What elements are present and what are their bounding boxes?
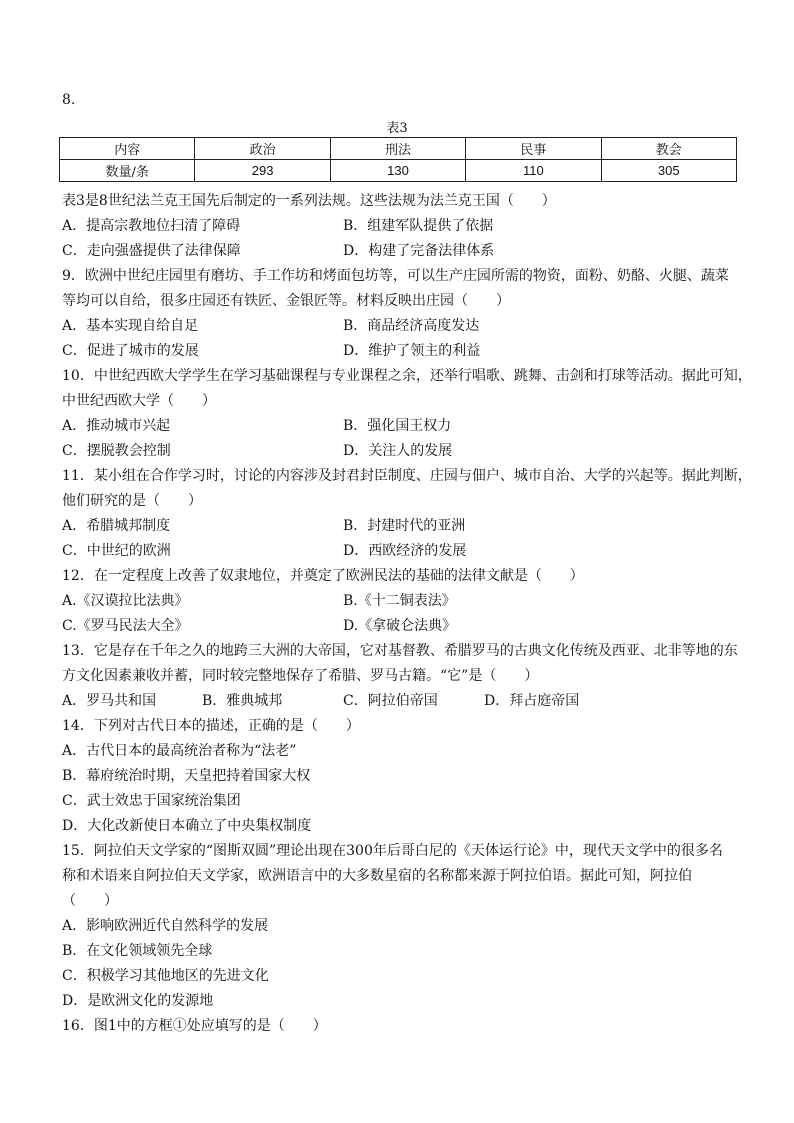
question-15-option-d: D．是欧洲文化的发源地 xyxy=(62,993,214,1009)
question-9-stem-line: 9．欧洲中世纪庄园里有磨坊、手工作坊和烤面包坊等，可以生产庄园所需的物资，面粉、奶酪、火腿、蔬菜 xyxy=(62,268,729,284)
question-16-stem-line: 16．图1中的方框①处应填写的是（ ） xyxy=(62,1018,327,1034)
question-14-stem-line: 14．下列对古代日本的描述，正确的是（ ） xyxy=(62,718,360,734)
table-cell: 130 xyxy=(330,160,465,182)
question-13-option-a: A．罗马共和国 xyxy=(62,693,157,709)
table-cell: 110 xyxy=(466,160,601,182)
question-11-option-a: A．希腊城邦制度 xyxy=(62,518,171,534)
table-row xyxy=(60,160,737,182)
question-10-option-d: D．关注人的发展 xyxy=(343,443,453,459)
question-9-option-b: B．商品经济高度发达 xyxy=(343,318,480,334)
question-15-option-b: B．在文化领域领先全球 xyxy=(62,943,213,959)
question-14-option-a: A．古代日本的最高统治者称为“法老” xyxy=(62,743,297,759)
table-cell: 教会 xyxy=(601,138,736,160)
question-14-option-b: B．幕府统治时期，天皇把持着国家大权 xyxy=(62,768,311,784)
question-13-option-d: D．拜占庭帝国 xyxy=(484,693,580,709)
question-9-option-d: D．维护了领主的利益 xyxy=(343,343,481,359)
statute-table xyxy=(59,137,737,182)
question-13-stem-line: 方文化因素兼收并蓄，同时较完整地保存了希腊、罗马古籍。“它”是（ ） xyxy=(62,668,539,684)
table-cell: 内容 xyxy=(60,138,195,160)
question-12-option-d: D.《拿破仑法典》 xyxy=(343,618,457,634)
table-cell: 305 xyxy=(601,160,736,182)
question-8-option-a: A．提高宗教地位扫清了障碍 xyxy=(62,218,241,234)
table-header-row xyxy=(60,138,737,160)
question-10-option-c: C．摆脱教会控制 xyxy=(62,443,171,459)
question-10-option-a: A．推动城市兴起 xyxy=(62,418,171,434)
table-cell: 民事 xyxy=(466,138,601,160)
question-13-option-b: B．雅典城邦 xyxy=(202,693,283,709)
question-15-stem-line: （ ） xyxy=(62,893,118,909)
question-11-option-d: D．西欧经济的发展 xyxy=(343,543,467,559)
question-15-stem-line: 15．阿拉伯天文学家的“图斯双圆”理论出现在300年后哥白尼的《天体运行论》中，现代天文学中的很多名 xyxy=(62,843,723,859)
table-cell: 政治 xyxy=(195,138,330,160)
question-9-option-c: C．促进了城市的发展 xyxy=(62,343,199,359)
question-15-stem-line: 称和术语来自阿拉伯天文学家，欧洲语言中的大多数星宿的名称都来源于阿拉伯语。据此可知，阿拉伯 xyxy=(62,868,692,884)
question-12-stem-line: 12．在一定程度上改善了奴隶地位，并奠定了欧洲民法的基础的法律文献是（ ） xyxy=(62,568,584,584)
question-12-option-a: A.《汉谟拉比法典》 xyxy=(62,593,189,609)
question-15-option-a: A．影响欧洲近代自然科学的发展 xyxy=(62,918,269,934)
question-11-option-b: B．封建时代的亚洲 xyxy=(343,518,466,534)
question-10-stem-line: 中世纪西欧大学（ ） xyxy=(62,393,216,409)
question-12-option-c: C.《罗马民法大全》 xyxy=(62,618,189,634)
question-10-option-b: B．强化国王权力 xyxy=(343,418,452,434)
question-15-option-c: C．积极学习其他地区的先进文化 xyxy=(62,968,269,984)
question-8-option-d: D．构建了完备法律体系 xyxy=(343,243,495,259)
question-14-option-c: C．武士效忠于国家统治集团 xyxy=(62,793,241,809)
question-11-stem-line: 11．某小组在合作学习时，讨论的内容涉及封君封臣制度、庄园与佃户、城市自治、大学的兴起等。据此判断， xyxy=(62,468,752,484)
table-cell: 数量/条 xyxy=(60,160,195,182)
question-8-number: 8. xyxy=(62,92,76,108)
question-12-option-b: B.《十二铜表法》 xyxy=(343,593,456,609)
question-9-option-a: A．基本实现自给自足 xyxy=(62,318,199,334)
question-8-option-c: C．走向强盛提供了法律保障 xyxy=(62,243,241,259)
table-caption: 表3 xyxy=(386,121,408,136)
question-11-option-c: C．中世纪的欧洲 xyxy=(62,543,171,559)
question-14-option-d: D．大化改新使日本确立了中央集权制度 xyxy=(62,818,312,834)
table-cell: 刑法 xyxy=(330,138,465,160)
question-13-stem-line: 13．它是存在千年之久的地跨三大洲的大帝国，它对基督教、希腊罗马的古典文化传统及西亚、北非等地的东 xyxy=(62,643,738,659)
question-8-option-b: B．组建军队提供了依据 xyxy=(343,218,494,234)
question-9-stem-line: 等均可以自给，很多庄园还有铁匠、金银匠等。材料反映出庄园（ ） xyxy=(62,293,510,309)
question-8-stem: 表3是8世纪法兰克王国先后制定的一系列法规。这些法规为法兰克王国（ ） xyxy=(62,193,556,209)
question-10-stem-line: 10．中世纪西欧大学学生在学习基础课程与专业课程之余，还举行唱歌、跳舞、击剑和打球等活动。据此可知， xyxy=(62,368,752,384)
question-11-stem-line: 他们研究的是（ ） xyxy=(62,493,202,509)
question-13-option-c: C．阿拉伯帝国 xyxy=(343,693,438,709)
table-cell: 293 xyxy=(195,160,330,182)
